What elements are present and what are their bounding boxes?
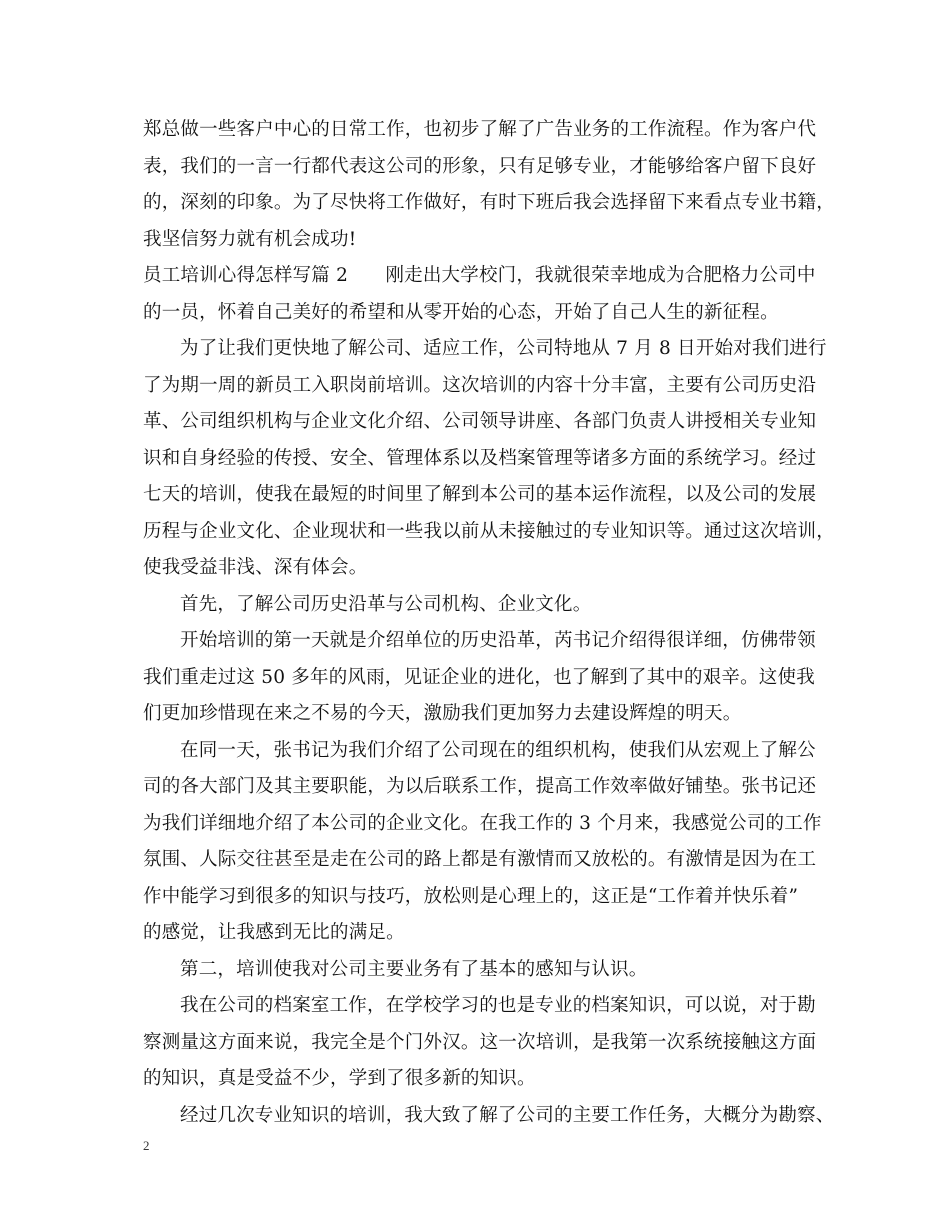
text-line: 的感觉，让我感到无比的满足。 [143, 922, 405, 943]
paragraph-start: 我在公司的档案室工作，在学校学习的也是专业的档案知识，可以说，对于勘 [180, 995, 816, 1016]
text-line: 的，深刻的印象。为了尽快将工作做好，有时下班后我会选择留下来看点专业书籍， [143, 192, 835, 213]
paragraph-start: 在同一天，张书记为我们介绍了公司现在的组织机构，使我们从宏观上了解公 [180, 739, 816, 761]
paragraph-start: 第二，培训使我对公司主要业务有了基本的感知与认识。 [180, 958, 648, 980]
text-line: 察测量这方面来说，我完全是个门外汉。这一次培训，是我第一次系统接触这方面 [143, 1031, 817, 1053]
page-number: 2 [143, 1138, 150, 1153]
paragraph-start: 经过几次专业知识的培训，我大致了解了公司的主要工作任务，大概分为勘察、 [180, 1104, 835, 1126]
text-line: 识和自身经验的传授、安全、管理体系以及档案管理等诸多方面的系统学习。经过 [143, 447, 817, 469]
body-text [143, 112, 835, 1134]
text-line: 作中能学习到很多的知识与技巧，放松则是心理上的，这正是“工作着并快乐着” [143, 885, 799, 907]
paragraph-start: 为了让我们更快地了解公司、适应工作，公司特地从 7 月 8 日开始对我们进行 [180, 338, 827, 359]
text-line: 的一员，怀着自己美好的希望和从零开始的心态，开始了自己人生的新征程。 [143, 301, 779, 323]
text-line: 七天的培训，使我在最短的时间里了解到本公司的基本运作流程，以及公司的发展 [143, 484, 817, 505]
text-line: 郑总做一些客户中心的日常工作，也初步了解了广告业务的工作流程。作为客户代 [143, 119, 817, 140]
section-heading-line: 员工培训心得怎样写篇 2 刚走出大学校门，我就很荣幸地成为合肥格力公司中 [143, 265, 816, 286]
text-line: 司的各大部门及其主要职能，为以后联系工作，提高工作效率做好铺垫。张书记还 [143, 776, 817, 797]
text-line: 我坚信努力就有机会成功! [143, 228, 357, 250]
text-line: 们更加珍惜现在来之不易的今天，激励我们更加努力去建设辉煌的明天。 [143, 703, 742, 724]
text-line: 我们重走过这 50 多年的风雨，见证企业的进化，也了解到了其中的艰辛。这使我 [143, 666, 815, 688]
text-line: 了为期一周的新员工入职岗前培训。这次培训的内容十分丰富，主要有公司历史沿 [143, 374, 817, 396]
text-line: 氛围、人际交往甚至是走在公司的路上都是有激情而又放松的。有激情是因为在工 [143, 849, 817, 870]
text-line: 的知识，真是受益不少，学到了很多新的知识。 [143, 1068, 536, 1089]
text-line: 使我受益非浅、深有体会。 [143, 557, 368, 578]
text-line: 历程与企业文化、企业现状和一些我以前从未接触过的专业知识等。通过这次培训， [143, 520, 835, 542]
paragraph-start: 开始培训的第一天就是介绍单位的历史沿革，芮书记介绍得很详细，仿佛带领 [180, 630, 816, 651]
text-line: 表，我们的一言一行都代表这公司的形象，只有足够专业，才能够给客户留下良好 [143, 155, 817, 177]
paragraph-start: 首先，了解公司历史沿革与公司机构、企业文化。 [180, 593, 592, 615]
text-line: 革、公司组织机构与企业文化介绍、公司领导讲座、各部门负责人讲授相关专业知 [143, 411, 817, 432]
text-line: 为我们详细地介绍了本公司的企业文化。在我工作的 3 个月来，我感觉公司的工作 [143, 812, 822, 834]
